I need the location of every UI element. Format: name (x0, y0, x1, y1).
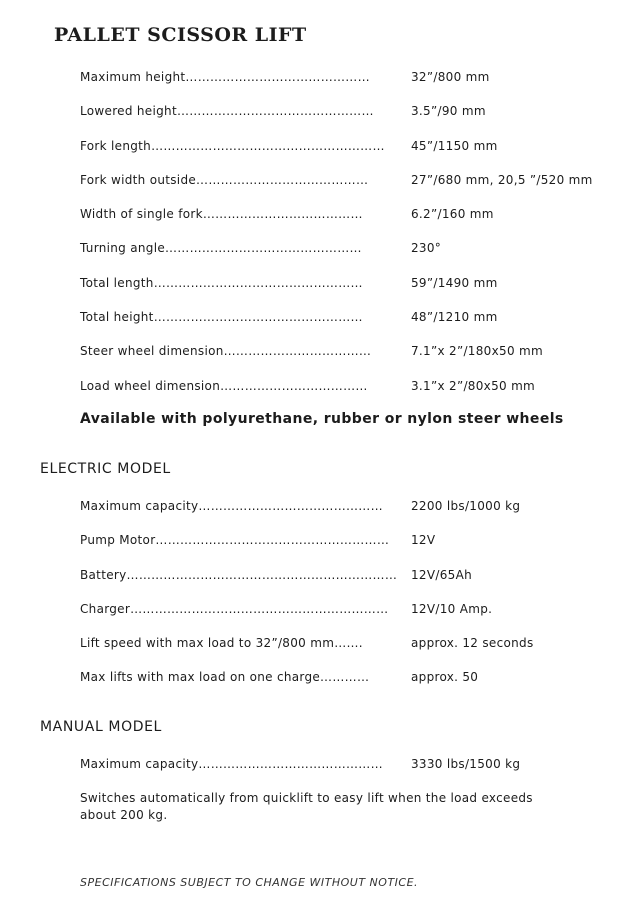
spec-value: 3.1”x 2”/80x50 mm (411, 378, 536, 393)
spec-value: 48”/1210 mm (411, 310, 498, 325)
spec-value: 12V (411, 533, 436, 548)
spec-label: Battery………………………………………………………… (80, 567, 398, 582)
spec-label: Maximum capacity……………………………………… (80, 499, 383, 513)
spec-value: 32”/800 mm (411, 70, 490, 84)
spec-label: Fork length………………………………………………… (80, 138, 385, 153)
spec-value: approx. 50 (411, 670, 479, 685)
spec-label: Charger……………………………………………………… (80, 601, 389, 616)
spec-label: Load wheel dimension……………………………… (80, 378, 368, 393)
spec-label: Max lifts with max load on one charge………… (80, 670, 370, 685)
spec-label: Pump Motor………………………………………………… (80, 533, 390, 548)
disclaimer-footer: SPECIFICATIONS SUBJECT TO CHANGE WITHOUT NOTICE. (80, 876, 419, 889)
spec-label: Turning angle………………………………………… (80, 241, 362, 256)
electric-model-heading: ELECTRIC MODEL (40, 461, 171, 477)
spec-label: Lift speed with max load to 32”/800 mm……. (80, 636, 363, 651)
manual-model-heading: MANUAL MODEL (40, 719, 162, 735)
spec-value: 27”/680 mm, 20,5 ”/520 mm (411, 172, 593, 187)
spec-value: 59”/1490 mm (411, 275, 498, 290)
spec-label: Total height…………………………………………… (80, 310, 363, 325)
spec-label: Maximum capacity……………………………………… (80, 757, 383, 771)
wheels-note: Available with polyurethane, rubber or nylon steer wheels (80, 411, 564, 427)
spec-label: Lowered height………………………………………… (80, 104, 374, 119)
spec-value: 6.2”/160 mm (411, 207, 494, 222)
spec-value: 2200 lbs/1000 kg (411, 499, 521, 513)
spec-value: 3.5”/90 mm (411, 104, 486, 119)
spec-label: Width of single fork………………………………… (80, 207, 363, 222)
spec-label: Maximum height……………………………………… (80, 70, 370, 84)
spec-value: 3330 lbs/1500 kg (411, 757, 521, 771)
spec-label: Fork width outside…………………………………… (80, 172, 369, 187)
spec-value: 230° (411, 241, 442, 256)
spec-value: 12V/65Ah (411, 567, 473, 582)
spec-value: 7.1”x 2”/180x50 mm (411, 344, 543, 359)
spec-label: Total length…………………………………………… (80, 275, 363, 290)
document-title: PALLET SCISSOR LIFT (54, 24, 307, 46)
spec-value: approx. 12 seconds (411, 636, 534, 651)
spec-value: 12V/10 Amp. (411, 601, 493, 616)
manual-note: Switches automatically from quicklift to easy lift when the load exceeds about 200 kg. (80, 791, 533, 822)
spec-label: Steer wheel dimension……………………………… (80, 344, 372, 359)
spec-value: 45”/1150 mm (411, 138, 498, 153)
